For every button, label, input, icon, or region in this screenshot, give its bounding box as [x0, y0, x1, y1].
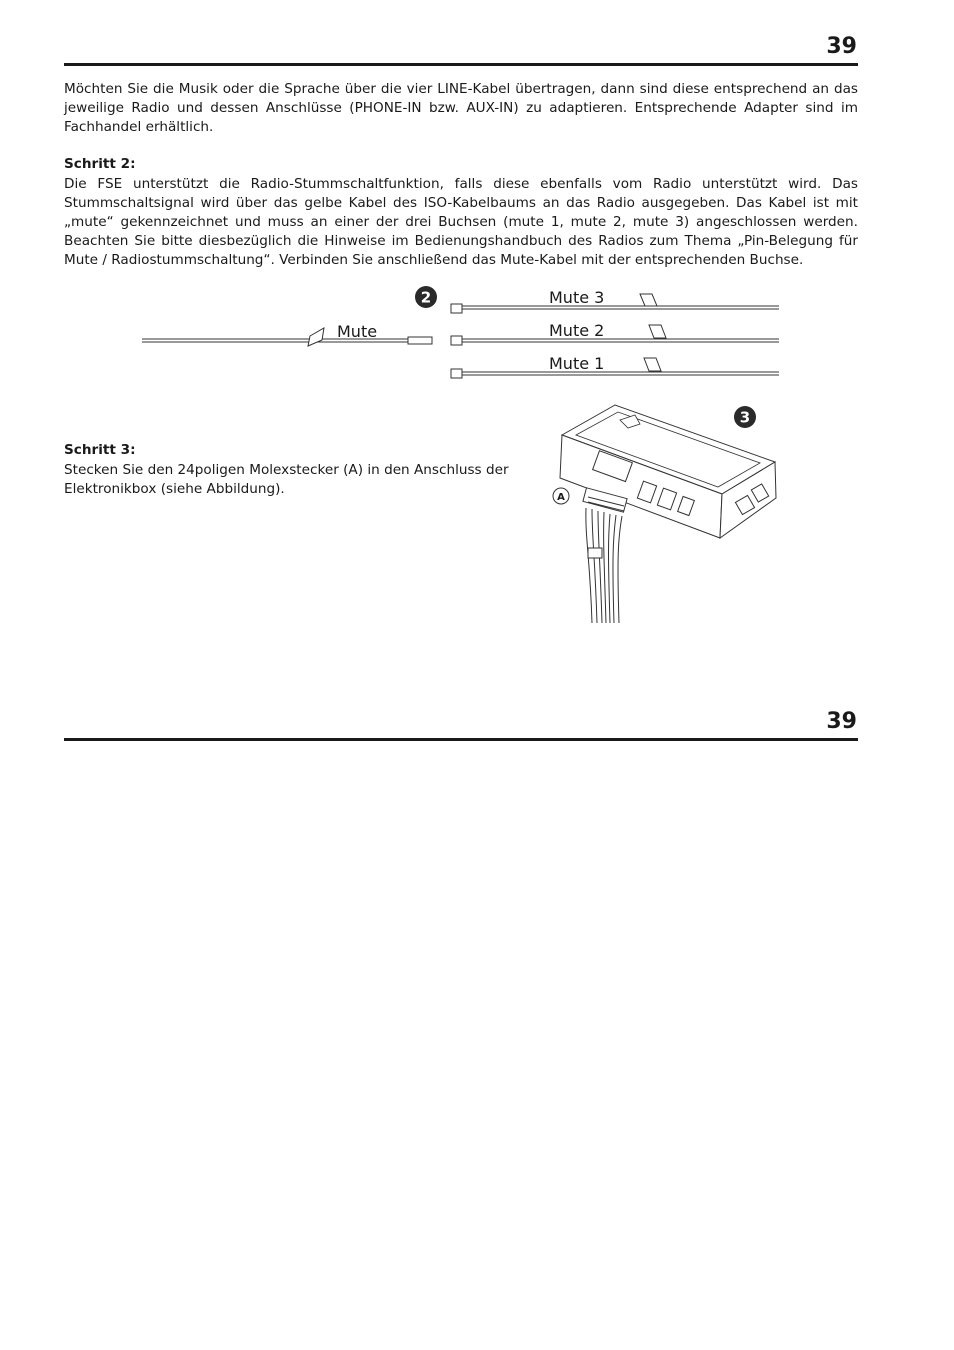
step3-text: Stecken Sie den 24poligen Molexstecker (A) in den Anschluss der Elektronikbox (siehe Abbildung).: [64, 462, 509, 497]
intro-paragraph: Möchten Sie die Musik oder die Sprache über die vier LINE-Kabel übertragen, dann sind diese entsprechend an das jeweilige Radio und dessen Anschlüsse (PHONE-IN bzw. AUX-IN) zu adaptieren. Entsprechende Adapter sind im Fachhandel erhältlich.: [64, 81, 858, 135]
connector-label-a: [553, 488, 569, 504]
electronic-box-illustration: [540, 398, 800, 623]
mute-cable: [142, 322, 432, 346]
step3-badge-number: 3: [739, 408, 751, 427]
mute-cable-label: Mute: [337, 322, 378, 341]
step2-badge: [415, 286, 437, 308]
step3-heading: Schritt 3:: [64, 442, 136, 458]
socket-mute-3-label: Mute 3: [549, 288, 605, 307]
socket-mute-3: [451, 288, 779, 313]
page-number-bottom: 39: [826, 709, 857, 734]
step2-badge-number: 2: [420, 288, 432, 307]
socket-mute-1: [451, 354, 779, 378]
step3-badge: [734, 406, 756, 428]
molex-connector-a: [583, 488, 627, 623]
top-rule: [64, 63, 858, 66]
mute-wiring-diagram: [0, 280, 954, 390]
socket-mute-2-label: Mute 2: [549, 321, 605, 340]
step2-text: Die FSE unterstützt die Radio-Stummschaltfunktion, falls diese ebenfalls vom Radio unterstützt wird. Das Stummschaltsignal wird über das gelbe Kabel des ISO-Kabelbaums an das Radio ausgegeben. Das Kabel ist mit „mute“ gekennzeichnet und muss an einer der drei Buchsen (mute 1, mute 2, mute 3) angeschlossen werden. Beachten Sie bitte diesbezüglich die Hinweise im Bedienungshandbuch des Radios zum Thema „Pin-Belegung für Mute / Radiostummschaltung“. Verbinden Sie anschließend das Mute-Kabel mit der entsprechenden Buchse.: [64, 176, 858, 268]
socket-mute-1-label: Mute 1: [549, 354, 605, 373]
socket-mute-2: [451, 321, 779, 345]
connector-label-a-text: A: [557, 492, 565, 503]
step2-heading: Schritt 2:: [64, 156, 136, 172]
page-number-top: 39: [826, 34, 857, 59]
bottom-rule: [64, 738, 858, 741]
